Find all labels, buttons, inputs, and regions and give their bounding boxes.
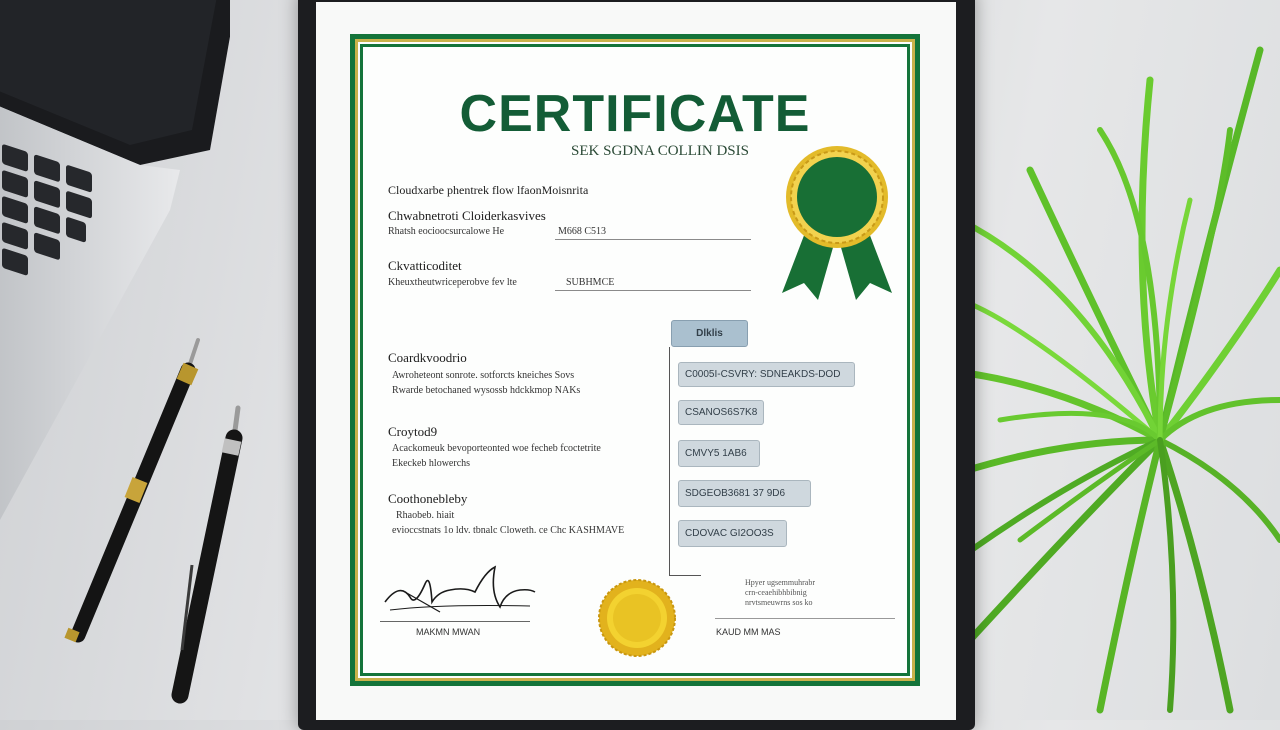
award-ribbon-icon <box>778 145 896 300</box>
section-value: M668 C513 <box>558 226 607 237</box>
section-line: Rhaobeb. hiait <box>396 510 455 521</box>
tag-item: CSANOS6S7K8 <box>678 400 764 425</box>
section-line: Ekeckeb hlowerchs <box>392 458 471 469</box>
section-line: Acackomeuk bevoporteonted woe fecheb fcoctetrite <box>392 443 601 454</box>
small-text: Hpyer ugsemmuhrabr <box>745 578 815 587</box>
gold-seal-icon <box>597 578 677 658</box>
tag-connector-end <box>669 575 701 576</box>
signature <box>380 562 540 622</box>
tag-item: SDGEOB3681 37 9D6 <box>678 480 811 507</box>
small-text: crn-ceaehibhbibnig <box>745 588 807 597</box>
section-line: Kheuxtheutwriceperobve fev lte <box>388 277 517 288</box>
tag-item: CMVY5 1AB6 <box>678 440 760 467</box>
tag-item: CDOVAC GI2OO3S <box>678 520 787 547</box>
right-signature-line <box>715 618 895 619</box>
section-line: Rhatsh eocioocsurcalowe He <box>388 226 505 237</box>
right-caption: KAUD MM MAS <box>716 627 781 637</box>
section-heading: Croytod9 <box>388 424 438 439</box>
tag-item: C0005I-CSVRY: SDNEAKDS-DOD <box>678 362 855 387</box>
section-heading: Chwabnetroti Cloiderkasvives <box>388 208 546 223</box>
section-heading: Ckvatticoditet <box>388 258 462 273</box>
pen-icon <box>160 400 260 710</box>
certificate-subtitle: SEK SGDNA COLLIN DSIS <box>571 143 749 159</box>
section-value: SUBHMCE <box>566 277 615 288</box>
section-line: evioccstnats 1o ldv. tbnalc Cloweth. ce Chc KASHMAVE <box>392 525 625 536</box>
field-underline <box>555 290 751 291</box>
intro-line: Cloudxarbe phentrek flow lfaonMoisnrita <box>388 183 589 197</box>
small-text: nrvtsmeuwrns sos ko <box>745 598 813 607</box>
section-line: Awroheteont sonrote. sotforcts kneiches Sovs <box>392 370 575 381</box>
certificate-title: CERTIFICATE <box>459 85 811 143</box>
signature-line <box>380 621 530 622</box>
signature-caption: MAKMN MWAN <box>416 627 481 637</box>
tag-header: Dlklis <box>671 320 748 347</box>
section-line: Rwarde betochaned wysossb hdckkmop NAKs <box>392 385 581 396</box>
field-underline <box>555 239 751 240</box>
tag-connector <box>669 347 670 575</box>
section-heading: Coardkvoodrio <box>388 350 467 365</box>
section-heading: Coothonebleby <box>388 491 468 506</box>
